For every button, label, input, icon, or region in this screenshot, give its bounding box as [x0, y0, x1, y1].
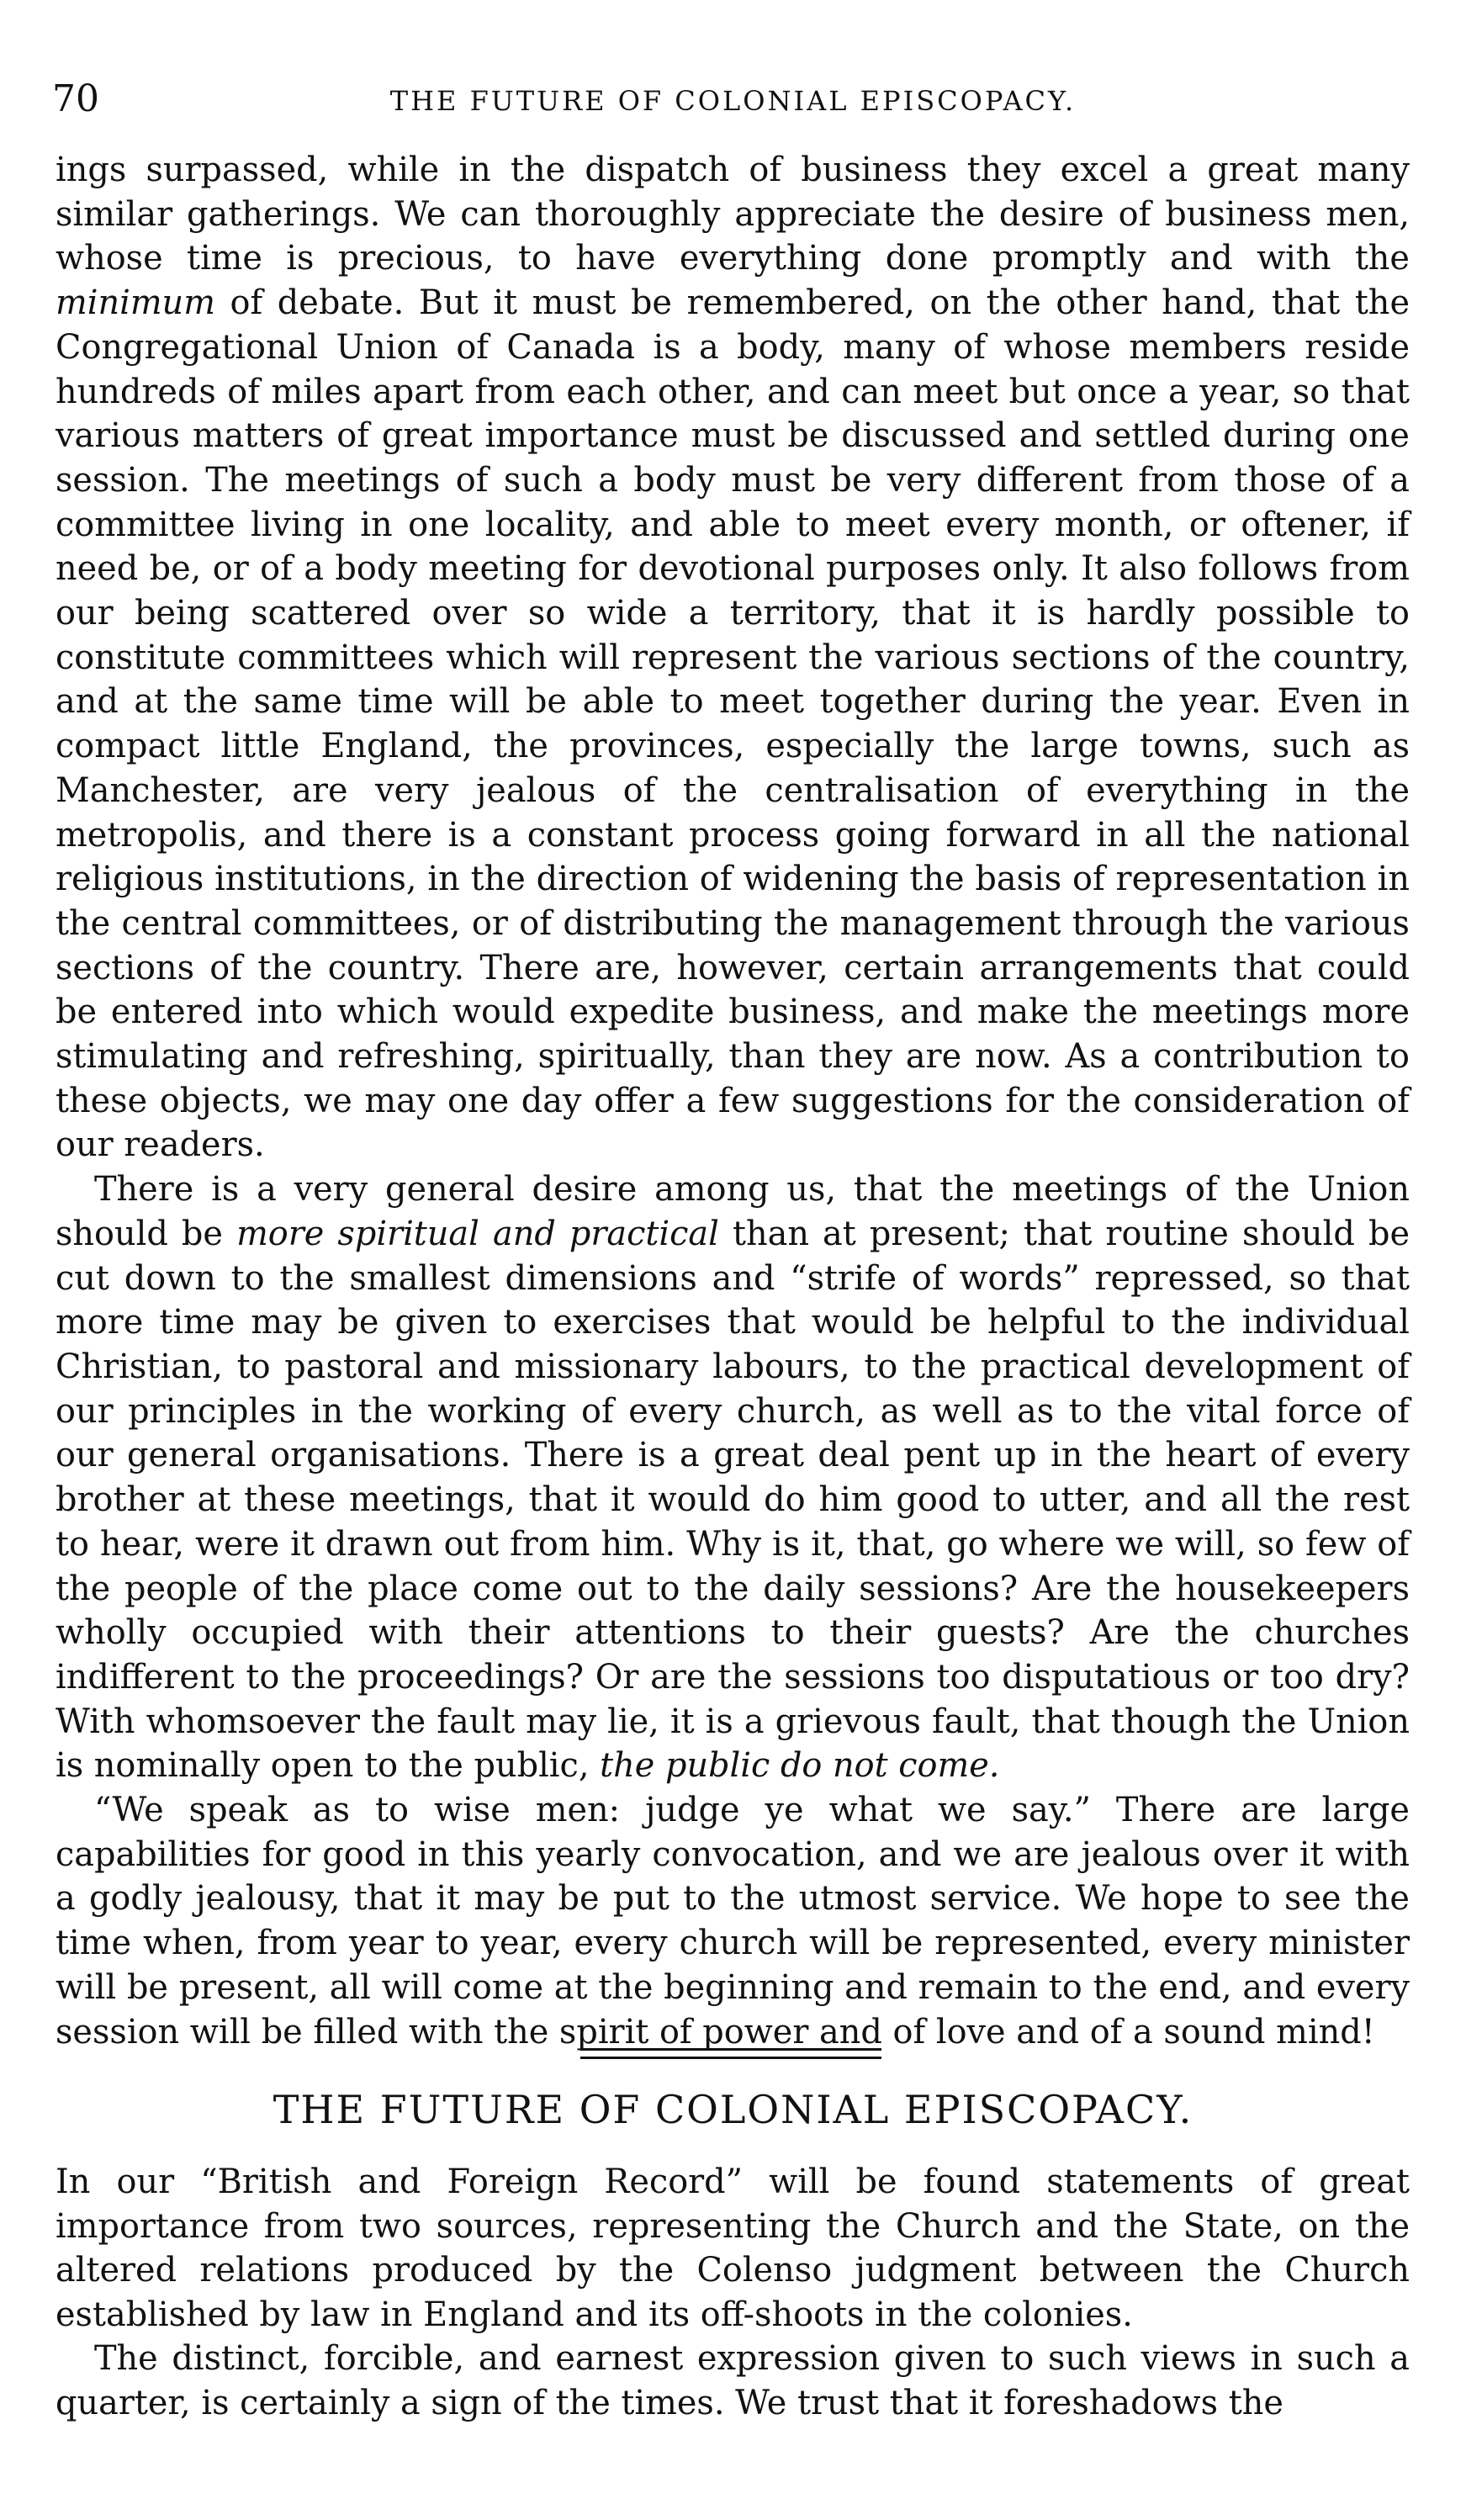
- italic-text: the public do not come.: [600, 1746, 1000, 1786]
- previous-article-text: [56, 148, 1410, 2054]
- paragraph: There is a very general desire among us, that the meetings of the Union should be more spiritual and practical than at present; that routine should be cut down to the smallest dimensions and “strife of words” repressed, so that more time may be given to exercises that would be helpful to the individual Christian, to pastoral and missionary labours, to the practical development of our principles in the working of every church, as well as to the vital force of our general organisations. There is a great deal pent up in the heart of every brother at these meetings, that it would do him good to utter, and all the rest to hear, were it drawn out from him. Why is it, that, go where we will, so few of the people of the place come out to the daily sessions? Are the housekeepers wholly occupied with their attentions to their guests? Are the churches indifferent to the proceedings? Or are the sessions too disputatious or too dry? With whomsoever the fault may lie, it is a grievous fault, that though the Union is nominally open to the public, the public do not come.: [56, 1170, 1410, 1786]
- article-text: [56, 2160, 1410, 2425]
- running-head: [52, 74, 1414, 124]
- paragraph: In our “British and Foreign Record” will be found statements of great importance from two sources, representing the Church and the State, on the altered relations produced by the Colenso judgment between the Church established by law in England and its off-shoots in the colonies.: [56, 2163, 1410, 2334]
- italic-text: minimum: [56, 283, 215, 323]
- article-title: THE FUTURE OF COLONIAL EPISCOPACY.: [273, 2087, 1193, 2132]
- paragraph: ings surpassed, while in the dispatch of business they excel a great many similar gatherings. We can thoroughly appreciate the desire of business men, whose time is precious, to have everything done promptly and with the minimum of debate. But it must be remembered, on the other hand, that the Congregational Union of Canada is a body, many of whose members reside hundreds of miles apart from each other, and can meet but once a year, so that various matters of great importance must be discussed and settled during one session. The meetings of such a body must be very different from those of a committee living in one locality, and able to meet every month, or oftener, if need be, or of a body meeting for devotional purposes only. It also follows from our being scattered over so wide a territory, that it is hardly possible to constitute committees which will represent the various sections of the country, and at the same time will be able to meet together during the year. Even in compact little England, the provinces, especially the large towns, such as Manchester, are very jealous of the centralisation of everything in the metropolis, and there is a constant process going forward in all the national religious institutions, in the direction of widening the basis of representation in the central committees, or of distributing the management through the various sections of the country. There are, however, certain arrangements that could be entered into which would expedite business, and make the meetings more stimulating and refreshing, spiritually, than they are now. As a contribution to these objects, we may one day offer a few suggestions for the consideration of our readers.: [56, 151, 1410, 1165]
- paragraph: “We speak as to wise men: judge ye what we say.” There are large capabilities for good in this yearly convocation, and we are jealous over it with a godly jealousy, that it may be put to the utmost service. We hope to see the time when, from year to year, every church will be represented, every minister will be present, all will come at the beginning and remain to the end, and every session will be filled with the spirit of power and of love and of a sound mind!: [56, 1791, 1410, 2051]
- italic-text: more spiritual and practical: [236, 1214, 719, 1253]
- section-divider-rule: [580, 2057, 881, 2059]
- running-title: THE FUTURE OF COLONIAL EPISCOPACY.: [389, 85, 1077, 117]
- section-divider-rule: [580, 2048, 881, 2051]
- page-number: 70: [52, 77, 99, 120]
- paragraph: The distinct, forcible, and earnest expression given to such views in such a quarter, is certainly a sign of the times. We trust that it foreshadows the: [56, 2339, 1410, 2422]
